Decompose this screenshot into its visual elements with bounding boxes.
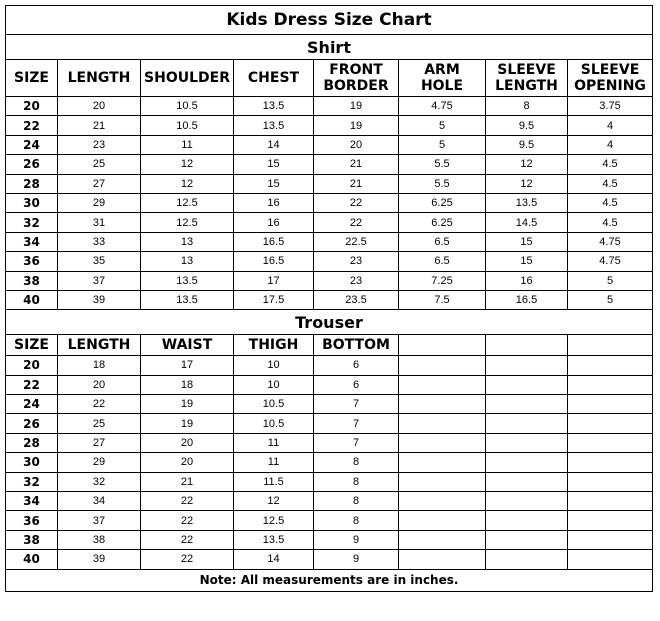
shirt-value-cell: 13.5	[486, 193, 568, 212]
shirt-column-header-line: SIZE	[13, 70, 49, 86]
shirt-value-cell: 13.5	[141, 271, 234, 290]
shirt-value-cell: 12	[141, 155, 234, 174]
trouser-value-cell: 27	[58, 433, 141, 452]
empty-cell	[568, 335, 653, 356]
empty-cell	[486, 511, 568, 530]
shirt-column-header-line: SLEEVE	[580, 62, 640, 78]
trouser-size-cell: 20	[6, 356, 58, 375]
trouser-value-cell: 14	[234, 550, 314, 569]
empty-cell	[568, 472, 653, 491]
shirt-value-cell: 13	[141, 252, 234, 271]
shirt-column-header-line: HOLE	[420, 78, 464, 94]
trouser-value-cell: 8	[314, 453, 399, 472]
trouser-value-cell: 8	[314, 472, 399, 491]
shirt-value-cell: 12.5	[141, 193, 234, 212]
trouser-value-cell: 6	[314, 375, 399, 394]
shirt-size-cell: 26	[6, 155, 58, 174]
trouser-table-row	[6, 472, 653, 491]
empty-cell	[568, 375, 653, 394]
trouser-value-cell: 19	[141, 414, 234, 433]
empty-cell	[399, 375, 486, 394]
trouser-value-cell: 12	[234, 492, 314, 511]
shirt-value-cell: 14.5	[486, 213, 568, 232]
shirt-value-cell: 37	[58, 271, 141, 290]
empty-cell	[399, 433, 486, 452]
shirt-value-cell: 20	[314, 135, 399, 154]
shirt-value-cell: 16	[486, 271, 568, 290]
shirt-value-cell: 5	[568, 290, 653, 309]
trouser-value-cell: 6	[314, 356, 399, 375]
shirt-value-cell: 22	[314, 193, 399, 212]
shirt-value-cell: 4.5	[568, 193, 653, 212]
trouser-value-cell: 17	[141, 356, 234, 375]
trouser-column-header: WAIST	[141, 335, 234, 356]
shirt-table-row	[6, 271, 653, 290]
trouser-size-cell: 34	[6, 492, 58, 511]
shirt-value-cell: 23	[58, 135, 141, 154]
empty-cell	[568, 453, 653, 472]
trouser-value-cell: 11	[234, 433, 314, 452]
shirt-value-cell: 27	[58, 174, 141, 193]
shirt-value-cell: 23.5	[314, 290, 399, 309]
shirt-value-cell: 33	[58, 232, 141, 251]
empty-cell	[399, 414, 486, 433]
shirt-value-cell: 11	[141, 135, 234, 154]
shirt-value-cell: 5.5	[399, 155, 486, 174]
shirt-size-cell: 28	[6, 174, 58, 193]
shirt-value-cell: 22.5	[314, 232, 399, 251]
shirt-value-cell: 6.5	[399, 232, 486, 251]
shirt-table-row	[6, 290, 653, 309]
trouser-value-cell: 39	[58, 550, 141, 569]
trouser-value-cell: 19	[141, 395, 234, 414]
trouser-value-cell: 38	[58, 530, 141, 549]
shirt-size-cell: 24	[6, 135, 58, 154]
trouser-value-cell: 10	[234, 375, 314, 394]
shirt-value-cell: 4.5	[568, 155, 653, 174]
shirt-column-header-line: SHOULDER	[144, 70, 230, 86]
trouser-size-cell: 24	[6, 395, 58, 414]
shirt-value-cell: 15	[486, 252, 568, 271]
trouser-value-cell: 10.5	[234, 414, 314, 433]
trouser-size-cell: 28	[6, 433, 58, 452]
empty-cell	[486, 414, 568, 433]
shirt-table-row	[6, 97, 653, 116]
trouser-table-row	[6, 375, 653, 394]
shirt-size-cell: 34	[6, 232, 58, 251]
shirt-table-row	[6, 174, 653, 193]
shirt-value-cell: 4.5	[568, 213, 653, 232]
trouser-value-cell: 8	[314, 492, 399, 511]
shirt-value-cell: 15	[486, 232, 568, 251]
empty-cell	[486, 472, 568, 491]
shirt-value-cell: 12.5	[141, 213, 234, 232]
trouser-value-cell: 13.5	[234, 530, 314, 549]
trouser-value-cell: 32	[58, 472, 141, 491]
shirt-value-cell: 22	[314, 213, 399, 232]
shirt-column-header	[568, 60, 653, 97]
trouser-table-row	[6, 453, 653, 472]
trouser-value-cell: 7	[314, 395, 399, 414]
trouser-value-cell: 29	[58, 453, 141, 472]
trouser-header-row	[6, 335, 653, 356]
shirt-column-header	[486, 60, 568, 97]
shirt-size-cell: 40	[6, 290, 58, 309]
shirt-column-header-line: LENGTH	[67, 70, 131, 86]
empty-cell	[568, 550, 653, 569]
empty-cell	[486, 375, 568, 394]
shirt-table-row	[6, 232, 653, 251]
shirt-column-header-line: BORDER	[323, 78, 389, 94]
empty-cell	[399, 550, 486, 569]
trouser-value-cell: 11.5	[234, 472, 314, 491]
shirt-value-cell: 4.5	[568, 174, 653, 193]
size-chart-sheet	[5, 5, 652, 615]
chart-title: Kids Dress Size Chart	[6, 6, 653, 35]
shirt-value-cell: 5	[399, 135, 486, 154]
shirt-value-cell: 35	[58, 252, 141, 271]
empty-cell	[486, 395, 568, 414]
shirt-value-cell: 16.5	[234, 232, 314, 251]
trouser-section-title: Trouser	[6, 310, 653, 335]
size-chart-body	[6, 6, 653, 592]
shirt-value-cell: 15	[234, 174, 314, 193]
shirt-value-cell: 10.5	[141, 97, 234, 116]
shirt-value-cell: 5	[568, 271, 653, 290]
trouser-value-cell: 20	[141, 453, 234, 472]
trouser-value-cell: 7	[314, 433, 399, 452]
shirt-column-header	[58, 60, 141, 97]
empty-cell	[486, 550, 568, 569]
trouser-value-cell: 25	[58, 414, 141, 433]
shirt-value-cell: 23	[314, 271, 399, 290]
shirt-table-row	[6, 155, 653, 174]
shirt-column-header	[234, 60, 314, 97]
shirt-value-cell: 4.75	[568, 232, 653, 251]
trouser-value-cell: 20	[58, 375, 141, 394]
empty-cell	[399, 356, 486, 375]
trouser-value-cell: 7	[314, 414, 399, 433]
empty-cell	[399, 511, 486, 530]
shirt-table-row	[6, 252, 653, 271]
shirt-value-cell: 4	[568, 116, 653, 135]
empty-cell	[568, 414, 653, 433]
empty-cell	[399, 472, 486, 491]
trouser-size-cell: 40	[6, 550, 58, 569]
shirt-value-cell: 14	[234, 135, 314, 154]
shirt-value-cell: 21	[58, 116, 141, 135]
empty-cell	[399, 453, 486, 472]
empty-cell	[399, 395, 486, 414]
trouser-table-row	[6, 511, 653, 530]
shirt-value-cell: 31	[58, 213, 141, 232]
shirt-value-cell: 21	[314, 155, 399, 174]
shirt-value-cell: 16	[234, 213, 314, 232]
trouser-column-header: SIZE	[6, 335, 58, 356]
empty-cell	[568, 395, 653, 414]
empty-cell	[568, 492, 653, 511]
shirt-size-cell: 22	[6, 116, 58, 135]
shirt-size-cell: 20	[6, 97, 58, 116]
shirt-value-cell: 4.75	[568, 252, 653, 271]
shirt-column-header	[141, 60, 234, 97]
empty-cell	[568, 356, 653, 375]
shirt-value-cell: 12	[486, 174, 568, 193]
shirt-value-cell: 6.25	[399, 213, 486, 232]
shirt-value-cell: 5.5	[399, 174, 486, 193]
shirt-section-row	[6, 35, 653, 60]
empty-cell	[486, 453, 568, 472]
trouser-value-cell: 22	[58, 395, 141, 414]
shirt-value-cell: 5	[399, 116, 486, 135]
shirt-size-cell: 32	[6, 213, 58, 232]
trouser-value-cell: 22	[141, 492, 234, 511]
shirt-column-header-line: OPENING	[574, 78, 646, 94]
trouser-size-cell: 30	[6, 453, 58, 472]
trouser-value-cell: 10	[234, 356, 314, 375]
shirt-table-row	[6, 116, 653, 135]
trouser-value-cell: 37	[58, 511, 141, 530]
trouser-value-cell: 9	[314, 530, 399, 549]
shirt-value-cell: 13.5	[141, 290, 234, 309]
size-chart-table	[5, 5, 653, 592]
shirt-value-cell: 19	[314, 97, 399, 116]
trouser-column-header: LENGTH	[58, 335, 141, 356]
trouser-table-row	[6, 414, 653, 433]
shirt-value-cell: 12	[141, 174, 234, 193]
shirt-column-header	[314, 60, 399, 97]
shirt-value-cell: 16.5	[234, 252, 314, 271]
shirt-value-cell: 7.5	[399, 290, 486, 309]
trouser-value-cell: 18	[141, 375, 234, 394]
shirt-section-title: Shirt	[6, 35, 653, 60]
shirt-value-cell: 13.5	[234, 97, 314, 116]
empty-cell	[486, 433, 568, 452]
shirt-column-header-line: CHEST	[247, 70, 300, 86]
trouser-value-cell: 18	[58, 356, 141, 375]
title-row	[6, 6, 653, 35]
shirt-value-cell: 16	[234, 193, 314, 212]
shirt-value-cell: 8	[486, 97, 568, 116]
shirt-value-cell: 39	[58, 290, 141, 309]
empty-cell	[568, 511, 653, 530]
shirt-column-header-line: ARM	[424, 62, 460, 78]
empty-cell	[486, 530, 568, 549]
shirt-value-cell: 16.5	[486, 290, 568, 309]
shirt-size-cell: 30	[6, 193, 58, 212]
empty-cell	[399, 335, 486, 356]
empty-cell	[568, 433, 653, 452]
shirt-column-header-line: FRONT	[329, 62, 383, 78]
shirt-size-cell: 38	[6, 271, 58, 290]
trouser-table-row	[6, 395, 653, 414]
shirt-value-cell: 19	[314, 116, 399, 135]
shirt-value-cell: 13	[141, 232, 234, 251]
trouser-value-cell: 34	[58, 492, 141, 511]
shirt-table-row	[6, 135, 653, 154]
shirt-value-cell: 13.5	[234, 116, 314, 135]
trouser-size-cell: 38	[6, 530, 58, 549]
empty-cell	[486, 335, 568, 356]
trouser-table-row	[6, 550, 653, 569]
shirt-value-cell: 17	[234, 271, 314, 290]
shirt-value-cell: 25	[58, 155, 141, 174]
shirt-value-cell: 23	[314, 252, 399, 271]
shirt-value-cell: 17.5	[234, 290, 314, 309]
trouser-size-cell: 26	[6, 414, 58, 433]
trouser-value-cell: 9	[314, 550, 399, 569]
trouser-value-cell: 22	[141, 530, 234, 549]
shirt-column-header-line: SLEEVE	[497, 62, 556, 78]
trouser-value-cell: 20	[141, 433, 234, 452]
shirt-value-cell: 4.75	[399, 97, 486, 116]
trouser-value-cell: 22	[141, 511, 234, 530]
shirt-value-cell: 20	[58, 97, 141, 116]
empty-cell	[399, 530, 486, 549]
empty-cell	[568, 530, 653, 549]
trouser-value-cell: 22	[141, 550, 234, 569]
shirt-value-cell: 6.5	[399, 252, 486, 271]
shirt-column-header	[6, 60, 58, 97]
trouser-value-cell: 8	[314, 511, 399, 530]
trouser-size-cell: 22	[6, 375, 58, 394]
shirt-value-cell: 7.25	[399, 271, 486, 290]
empty-cell	[486, 356, 568, 375]
shirt-value-cell: 4	[568, 135, 653, 154]
empty-cell	[486, 492, 568, 511]
trouser-table-row	[6, 433, 653, 452]
shirt-value-cell: 9.5	[486, 135, 568, 154]
shirt-value-cell: 12	[486, 155, 568, 174]
shirt-value-cell: 10.5	[141, 116, 234, 135]
shirt-table-row	[6, 193, 653, 212]
note-row	[6, 569, 653, 591]
shirt-column-header	[399, 60, 486, 97]
shirt-header-row	[6, 60, 653, 97]
trouser-size-cell: 32	[6, 472, 58, 491]
trouser-value-cell: 11	[234, 453, 314, 472]
shirt-value-cell: 29	[58, 193, 141, 212]
shirt-value-cell: 21	[314, 174, 399, 193]
shirt-value-cell: 6.25	[399, 193, 486, 212]
trouser-table-row	[6, 530, 653, 549]
trouser-column-header: BOTTOM	[314, 335, 399, 356]
shirt-value-cell: 9.5	[486, 116, 568, 135]
trouser-value-cell: 10.5	[234, 395, 314, 414]
shirt-value-cell: 3.75	[568, 97, 653, 116]
measurement-note: Note: All measurements are in inches.	[6, 569, 653, 591]
shirt-size-cell: 36	[6, 252, 58, 271]
shirt-value-cell: 15	[234, 155, 314, 174]
trouser-column-header: THIGH	[234, 335, 314, 356]
trouser-value-cell: 12.5	[234, 511, 314, 530]
shirt-table-row	[6, 213, 653, 232]
trouser-value-cell: 21	[141, 472, 234, 491]
trouser-table-row	[6, 492, 653, 511]
trouser-size-cell: 36	[6, 511, 58, 530]
trouser-table-row	[6, 356, 653, 375]
trouser-section-row	[6, 310, 653, 335]
empty-cell	[399, 492, 486, 511]
shirt-column-header-line: LENGTH	[495, 78, 558, 94]
